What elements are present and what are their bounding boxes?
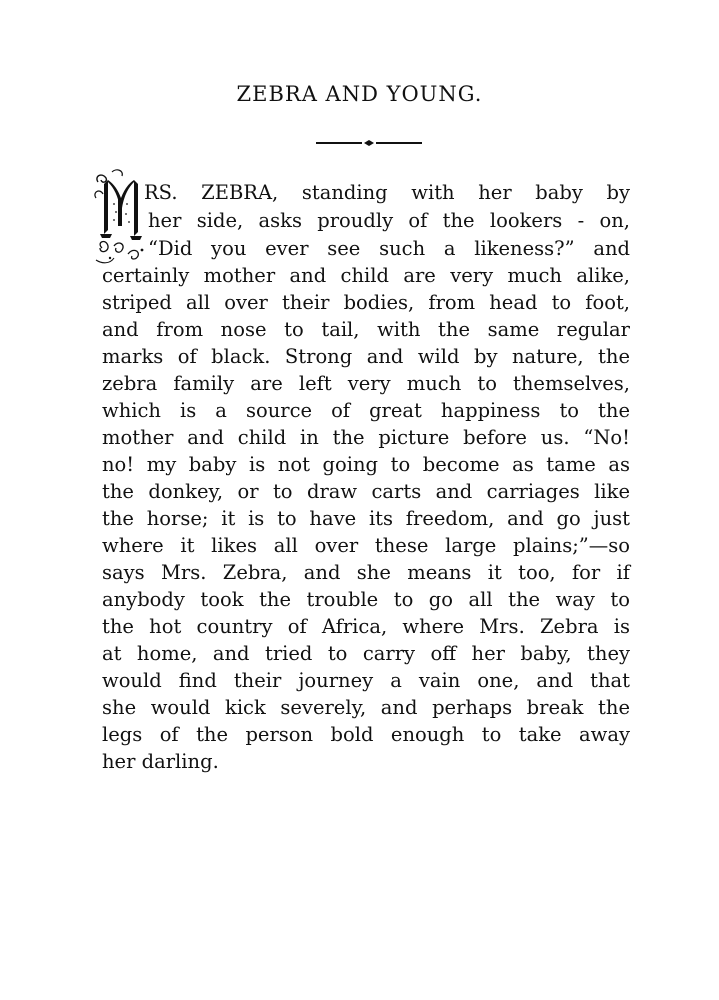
- paragraph-line: striped all over their bodies, from head to foot,: [102, 291, 630, 314]
- paragraph-line: the donkey, or to draw carts and carriages like: [102, 480, 630, 503]
- paragraph-line: anybody took the trouble to go all the way to: [102, 588, 630, 611]
- paragraph-line: marks of black. Strong and wild by nature, the: [102, 345, 630, 368]
- page-title: ZEBRA AND YOUNG.: [236, 82, 483, 106]
- paragraph-last-line: her darling.: [102, 750, 219, 773]
- ornament-rule-left: [316, 142, 362, 144]
- paragraph-line: “Did you ever see such a likeness?” and: [148, 237, 630, 260]
- paragraph-line: where it likes all over these large plains;”—so: [102, 534, 630, 557]
- paragraph-line: she would kick severely, and perhaps break the: [102, 696, 630, 719]
- paragraph-line: would find their journey a vain one, and that: [102, 669, 630, 692]
- ornament-rule-right: [376, 142, 422, 144]
- paragraph-line: RS. ZEBRA, standing with her baby by: [144, 181, 630, 204]
- paragraph-line: the hot country of Africa, where Mrs. Zebra is: [102, 615, 630, 638]
- paragraph-line: no! my baby is not going to become as tame as: [102, 453, 630, 476]
- paragraph-line: mother and child in the picture before us. “No!: [102, 426, 630, 449]
- paragraph-line: zebra family are left very much to themselves,: [102, 372, 630, 395]
- paragraph-line: legs of the person bold enough to take away: [102, 723, 630, 746]
- paragraph-line: at home, and tried to carry off her baby, they: [102, 642, 630, 665]
- paragraph-line: says Mrs. Zebra, and she means it too, for if: [102, 561, 630, 584]
- decorated-drop-cap-m: [92, 168, 148, 268]
- ornament-diamond-icon: [364, 138, 374, 148]
- paragraph-line: and from nose to tail, with the same regular: [102, 318, 630, 341]
- paragraph-line: certainly mother and child are very much alike,: [102, 264, 630, 287]
- title-ornament-rule: [316, 138, 422, 148]
- paragraph-line: her side, asks proudly of the lookers - on,: [148, 209, 630, 232]
- paragraph-line: the horse; it is to have its freedom, and go just: [102, 507, 630, 530]
- paragraph-line: which is a source of great happiness to the: [102, 399, 630, 422]
